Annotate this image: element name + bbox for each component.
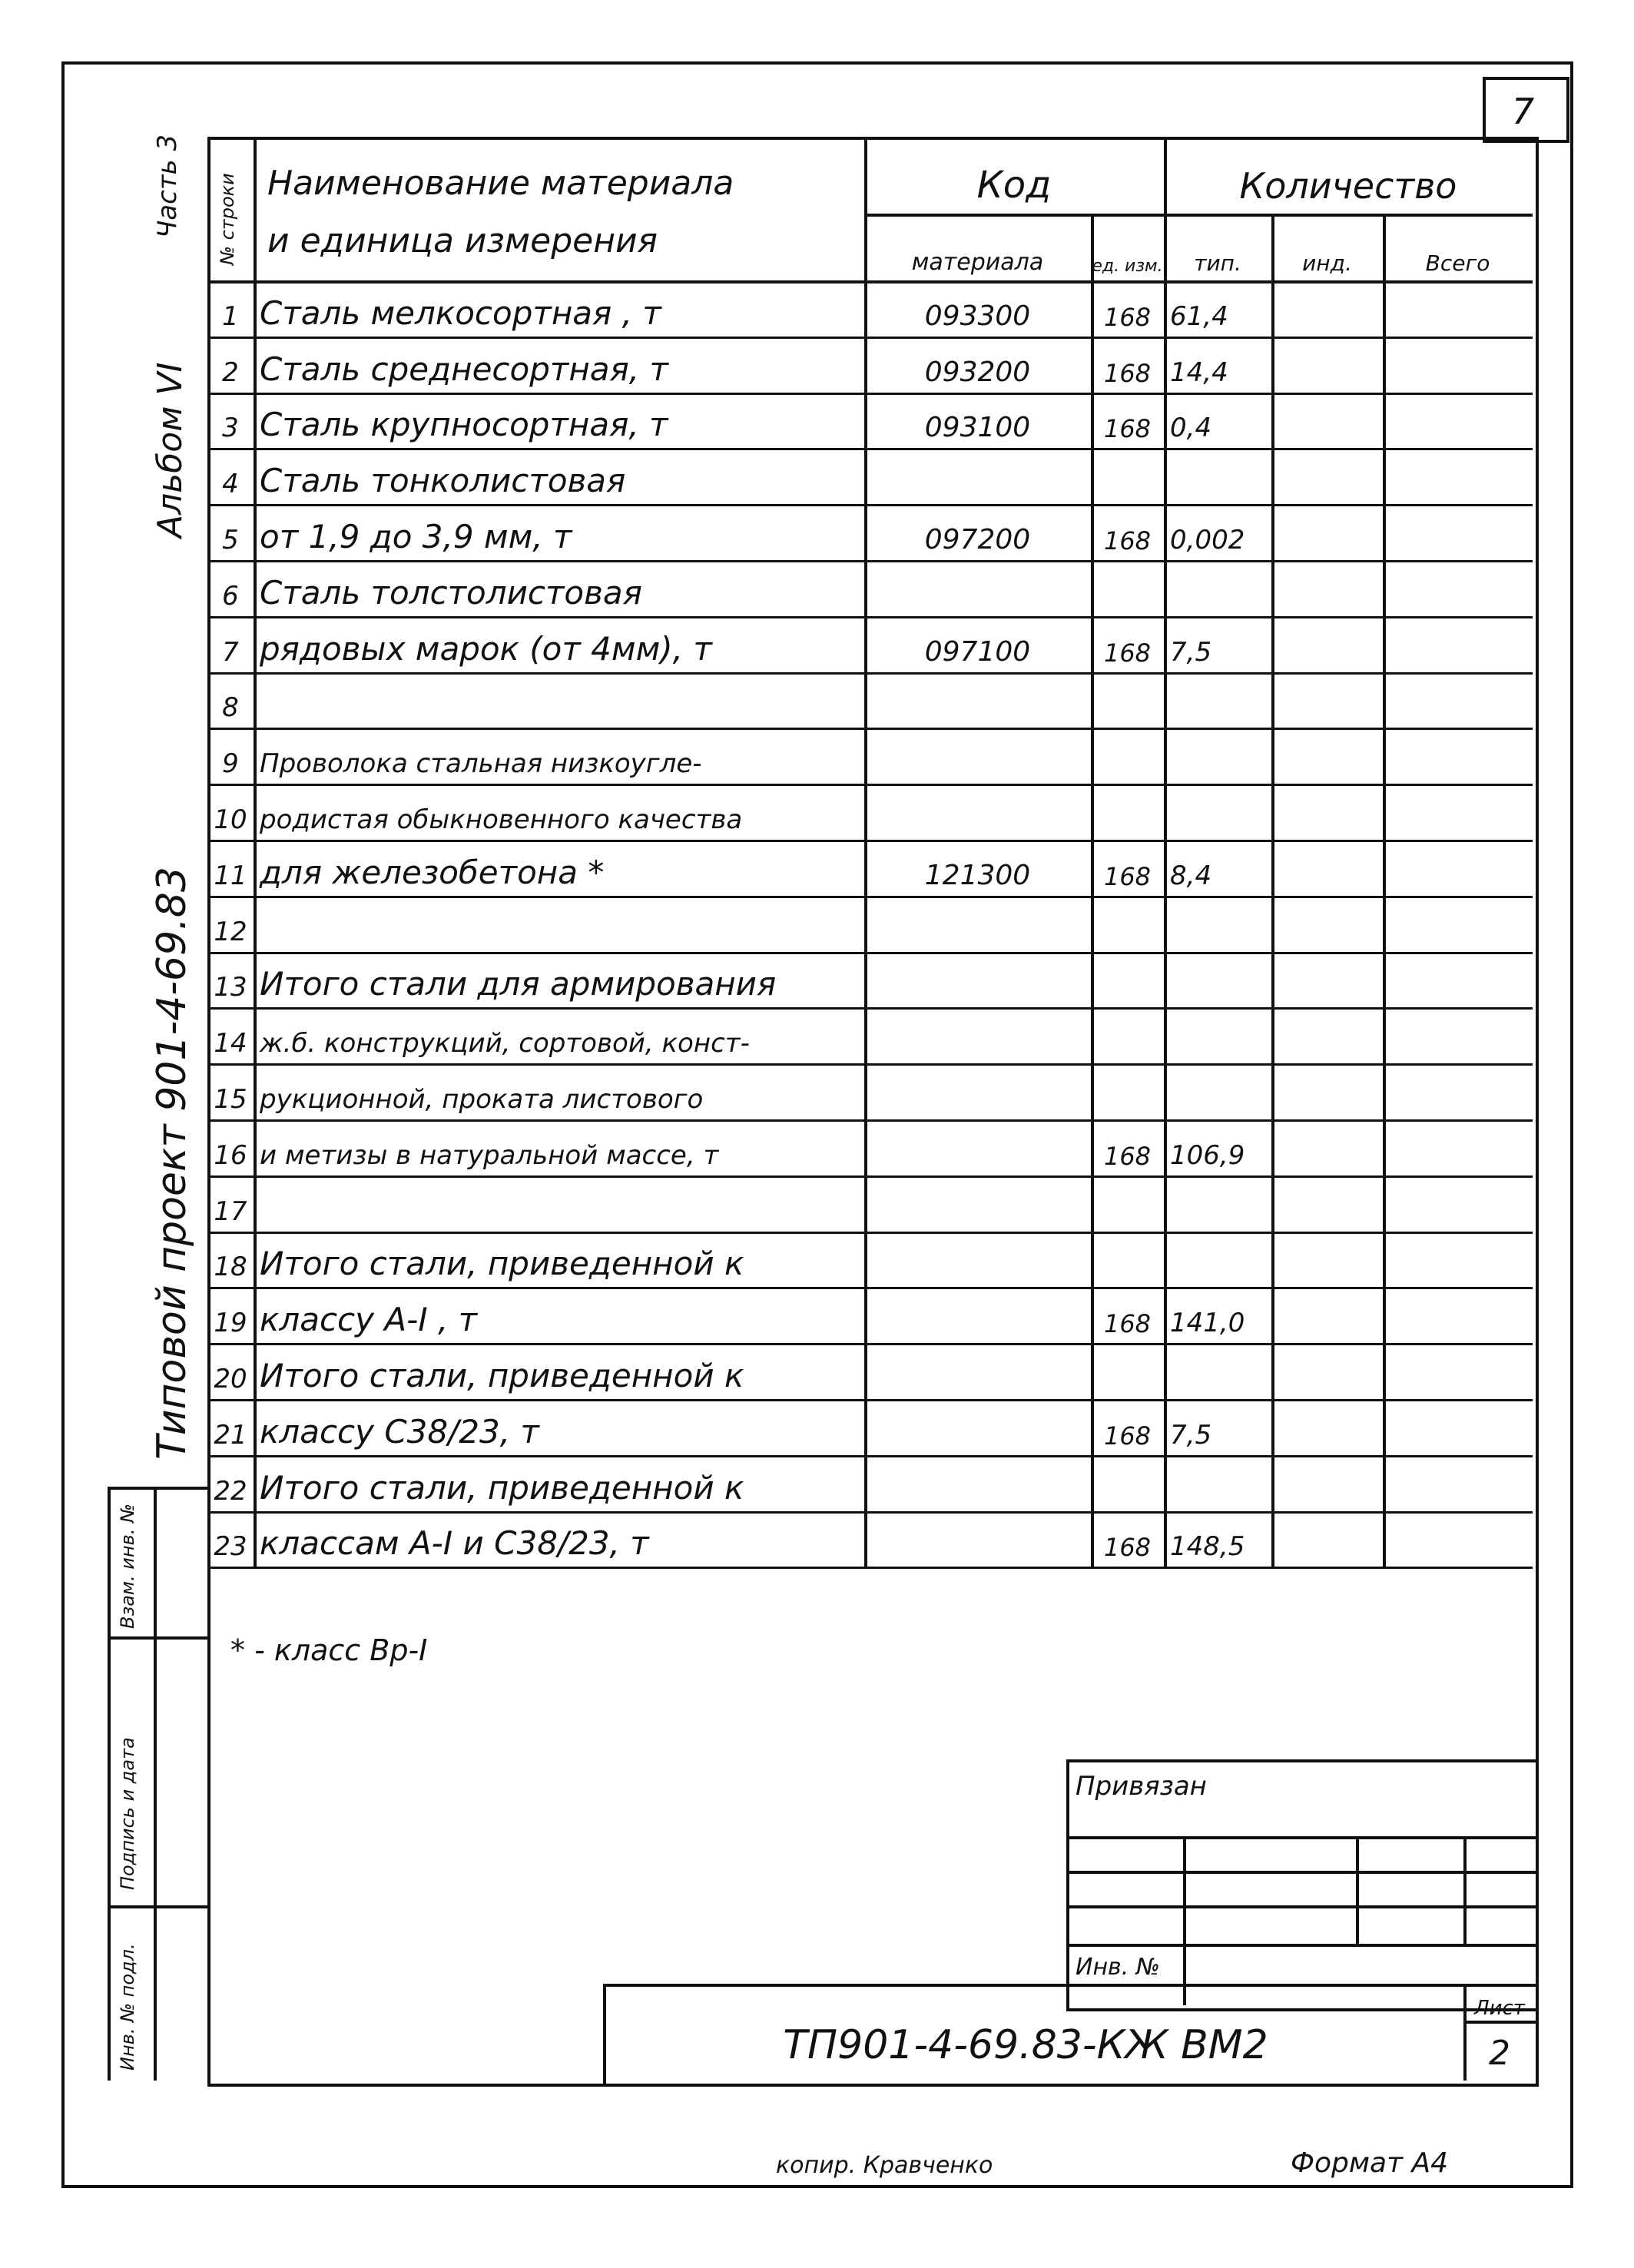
privyazan-v2 bbox=[1356, 1836, 1359, 1944]
row-typ: 7,5 bbox=[1170, 636, 1212, 668]
row-code: 093300 bbox=[924, 300, 1031, 332]
header-qty-ind: инд. bbox=[1302, 250, 1352, 276]
row-typ bbox=[1164, 672, 1271, 728]
row-code bbox=[864, 784, 1091, 840]
row-number: 19 bbox=[214, 1308, 247, 1339]
row-code bbox=[864, 1232, 1091, 1288]
inv-no-label: Инв. № bbox=[1076, 1954, 1161, 1981]
row-code bbox=[864, 1455, 1091, 1511]
margin-project: Типовой проект 901-4-69.83 bbox=[149, 867, 195, 1460]
row-number: 23 bbox=[214, 1531, 247, 1563]
privyazan-v1 bbox=[1183, 1836, 1186, 1944]
footnote: * - класс Вр-I bbox=[230, 1633, 428, 1667]
row-number: 6 bbox=[222, 580, 239, 612]
row-number: 2 bbox=[222, 356, 239, 388]
header-code-unit: ед. изм. bbox=[1092, 257, 1163, 276]
row-unit: 168 bbox=[1103, 1309, 1152, 1339]
row-name: Сталь среднесортная, т bbox=[260, 350, 668, 388]
row-unit bbox=[1091, 1063, 1164, 1119]
format-label: Формат А4 bbox=[1291, 2147, 1449, 2179]
row-number: 3 bbox=[222, 413, 239, 444]
margin-stamp-div2 bbox=[108, 1905, 210, 1908]
row-number: 12 bbox=[214, 916, 247, 947]
row-number: 5 bbox=[222, 524, 239, 555]
row-typ: 7,5 bbox=[1170, 1419, 1212, 1451]
designation: ТП901-4-69.83-КЖ ВМ2 bbox=[783, 2022, 1268, 2068]
row-code bbox=[864, 896, 1091, 952]
row-name: рядовых марок (от 4мм), т bbox=[260, 629, 712, 668]
header-name-line2: и единица измерения bbox=[267, 221, 658, 260]
row-name: Проволока стальная низкоугле- bbox=[260, 748, 702, 780]
list-label: Лист bbox=[1474, 1997, 1525, 2020]
header-code-material: материала bbox=[911, 249, 1044, 276]
row-code bbox=[864, 1119, 1091, 1175]
row-number: 17 bbox=[214, 1195, 247, 1227]
row-unit bbox=[1091, 1232, 1164, 1288]
row-number: 20 bbox=[214, 1363, 247, 1394]
row-typ bbox=[1164, 952, 1271, 1008]
row-number: 16 bbox=[214, 1139, 247, 1171]
margin-part: Часть 3 bbox=[152, 134, 183, 238]
row-name: Итого стали для армирования bbox=[260, 965, 777, 1003]
row-name: Сталь мелкосортная , т bbox=[260, 293, 661, 332]
margin-stamp-div1 bbox=[108, 1636, 210, 1640]
row-unit bbox=[1091, 672, 1164, 728]
row-unit bbox=[1091, 728, 1164, 784]
margin-album: Альбом VI bbox=[151, 362, 190, 538]
row-unit: 168 bbox=[1103, 638, 1152, 668]
row-code bbox=[864, 1399, 1091, 1455]
row-unit: 168 bbox=[1103, 1533, 1152, 1563]
row-line bbox=[207, 1567, 1533, 1569]
margin-vzam-inv: Взам. инв. № bbox=[117, 1504, 138, 1629]
row-name: Итого стали, приведенной к bbox=[260, 1356, 744, 1394]
row-unit bbox=[1091, 952, 1164, 1008]
header-qty-total: Всего bbox=[1425, 250, 1490, 276]
row-code bbox=[864, 1175, 1091, 1232]
row-code: 097100 bbox=[924, 635, 1031, 668]
row-unit: 168 bbox=[1103, 1421, 1152, 1451]
row-typ bbox=[1164, 1175, 1271, 1232]
row-name: и метизы в натуральной массе, т bbox=[260, 1139, 719, 1171]
row-unit bbox=[1091, 1175, 1164, 1232]
row-name: рукционной, проката листового bbox=[260, 1083, 704, 1115]
row-typ: 148,5 bbox=[1170, 1531, 1245, 1563]
row-number: 11 bbox=[214, 860, 247, 891]
row-name: от 1,9 до 3,9 мм, т bbox=[260, 517, 572, 555]
row-number: 18 bbox=[214, 1252, 247, 1283]
privyazan-label: Привязан bbox=[1076, 1771, 1207, 1802]
row-number: 7 bbox=[222, 636, 239, 668]
row-unit: 168 bbox=[1103, 414, 1152, 444]
margin-inv-orig: Инв. № подл. bbox=[117, 1943, 138, 2071]
row-typ: 0,002 bbox=[1170, 524, 1245, 555]
header-code: Код bbox=[976, 164, 1052, 207]
row-name: родистая обыкновенного качества bbox=[260, 804, 743, 835]
row-typ bbox=[1164, 896, 1271, 952]
row-name bbox=[254, 1175, 864, 1232]
row-code bbox=[864, 1063, 1091, 1119]
row-typ: 141,0 bbox=[1170, 1308, 1245, 1339]
row-number: 10 bbox=[214, 804, 247, 835]
row-name bbox=[254, 896, 864, 952]
col-line-typ bbox=[1271, 214, 1274, 1567]
row-unit: 168 bbox=[1103, 861, 1152, 891]
row-name: классу С38/23, т bbox=[260, 1412, 539, 1451]
row-name: Сталь крупносортная, т bbox=[260, 406, 668, 444]
row-code bbox=[864, 1007, 1091, 1063]
row-typ bbox=[1164, 1455, 1271, 1511]
row-number: 14 bbox=[214, 1028, 247, 1059]
row-name: Итого стали, приведенной к bbox=[260, 1468, 744, 1507]
row-number: 22 bbox=[214, 1475, 247, 1507]
row-name: Сталь тонколистовая bbox=[260, 462, 626, 500]
margin-stamp-top bbox=[108, 1487, 210, 1490]
row-code bbox=[864, 1287, 1091, 1343]
row-number: 9 bbox=[222, 748, 239, 780]
row-unit bbox=[1091, 896, 1164, 952]
row-code bbox=[864, 1343, 1091, 1399]
row-code bbox=[864, 952, 1091, 1008]
row-typ: 14,4 bbox=[1170, 356, 1228, 388]
row-unit: 168 bbox=[1103, 358, 1152, 388]
row-code bbox=[864, 728, 1091, 784]
row-name: классам А-I и С38/23, т bbox=[260, 1524, 649, 1563]
sheet-corner-number: 7 bbox=[1511, 91, 1535, 132]
row-typ: 0,4 bbox=[1170, 413, 1212, 444]
col-line-ind bbox=[1383, 214, 1386, 1567]
privyazan-v3 bbox=[1463, 1836, 1467, 1944]
row-typ bbox=[1164, 728, 1271, 784]
row-typ: 61,4 bbox=[1170, 300, 1228, 332]
row-unit bbox=[1091, 1455, 1164, 1511]
row-number: 21 bbox=[214, 1419, 247, 1451]
row-name: классу А-I , т bbox=[260, 1301, 478, 1339]
header-name-line1: Наименование материала bbox=[267, 164, 734, 203]
row-name: ж.б. конструкций, сортовой, конст- bbox=[260, 1028, 750, 1059]
row-code: 093100 bbox=[924, 412, 1031, 444]
row-unit bbox=[1091, 1007, 1164, 1063]
row-number: 4 bbox=[222, 469, 239, 500]
row-typ: 8,4 bbox=[1170, 860, 1212, 891]
row-name: Сталь толстолистовая bbox=[260, 573, 642, 612]
row-number: 15 bbox=[214, 1083, 247, 1115]
row-unit: 168 bbox=[1103, 1141, 1152, 1171]
row-typ: 106,9 bbox=[1170, 1139, 1245, 1171]
row-typ bbox=[1164, 784, 1271, 840]
row-unit bbox=[1091, 784, 1164, 840]
margin-sign-date: Подпись и дата bbox=[117, 1737, 138, 1890]
margin-stamp-mid bbox=[154, 1487, 157, 2081]
row-typ bbox=[1164, 448, 1271, 504]
row-name: для железобетона * bbox=[260, 853, 605, 891]
row-number: 8 bbox=[222, 692, 239, 724]
row-unit: 168 bbox=[1103, 302, 1152, 332]
row-unit bbox=[1091, 560, 1164, 616]
row-code: 097200 bbox=[924, 523, 1031, 555]
row-number: 1 bbox=[222, 300, 239, 332]
row-unit bbox=[1091, 448, 1164, 504]
row-typ bbox=[1164, 1063, 1271, 1119]
row-code: 121300 bbox=[924, 859, 1031, 891]
row-code bbox=[864, 560, 1091, 616]
row-typ bbox=[1164, 1343, 1271, 1399]
header-qty-typ: тип. bbox=[1194, 250, 1241, 276]
row-code bbox=[864, 1511, 1091, 1567]
row-typ bbox=[1164, 1007, 1271, 1063]
row-typ bbox=[1164, 560, 1271, 616]
row-unit bbox=[1091, 1343, 1164, 1399]
row-name bbox=[254, 672, 864, 728]
copied-by: копир. Кравченко bbox=[776, 2152, 993, 2179]
row-unit: 168 bbox=[1103, 526, 1152, 555]
row-code bbox=[864, 448, 1091, 504]
row-code: 093200 bbox=[924, 356, 1031, 388]
row-name: Итого стали, приведенной к bbox=[260, 1245, 744, 1283]
list-number: 2 bbox=[1489, 2034, 1510, 2073]
row-code bbox=[864, 672, 1091, 728]
header-row-no: № строки bbox=[217, 173, 238, 265]
header-quantity: Количество bbox=[1239, 165, 1457, 207]
row-typ bbox=[1164, 1232, 1271, 1288]
row-number: 13 bbox=[214, 972, 247, 1003]
margin-stamp-left bbox=[108, 1487, 111, 2081]
